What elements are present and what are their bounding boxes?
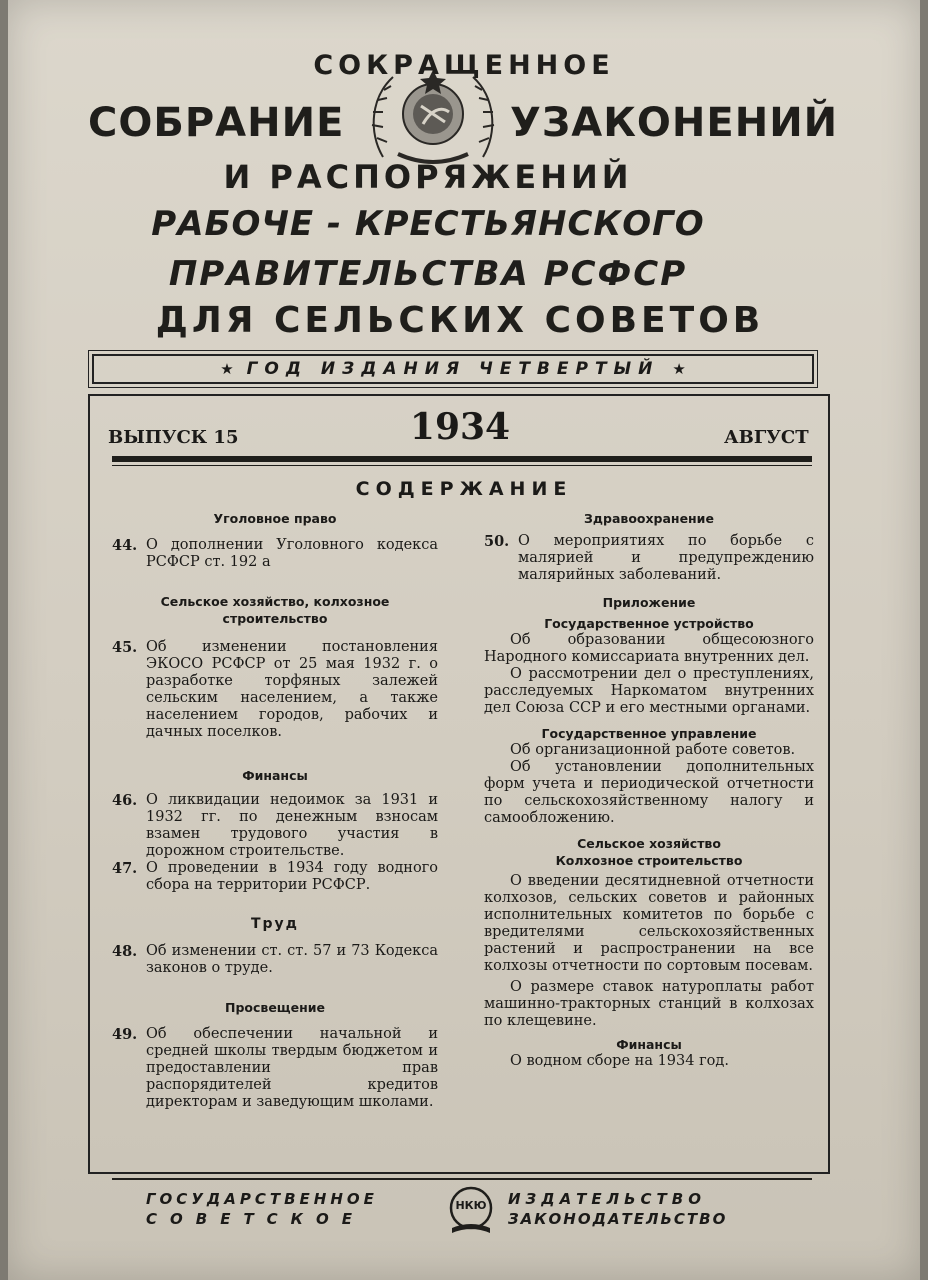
header-rule (112, 456, 812, 462)
entry-number: 49. (112, 1026, 138, 1043)
issue-year: 1934 (409, 406, 511, 448)
entry-text: О мероприятиях по борьбе с малярией и предупреждению малярийных заболеваний. (518, 533, 814, 583)
contents-title: СОДЕРЖАНИЕ (355, 478, 573, 500)
appendix-item: Об установлении дополнительных форм учета и периодической отчетности по сельскохозяйственному налогу и самообложению. (484, 759, 814, 826)
logo-text: НКЮ (455, 1199, 487, 1212)
star-icon: ★ (672, 360, 686, 378)
appendix-item: Об организационной работе советов. (510, 742, 796, 758)
appendix-item: О введении десятидневной отчетности колхозов, сельских советов и районных исполнительных комитетов по борьбе с вредителями сельскохозяйственных растений и распространении на все колхозы отчетности по сортовым посевам. (484, 873, 814, 974)
masthead-line-2-right: УЗАКОНЕНИЙ (510, 100, 839, 146)
masthead-line-6: ДЛЯ СЕЛЬСКИХ СОВЕТОВ (155, 300, 765, 341)
entry-number: 45. (112, 639, 138, 656)
publisher-logo (444, 1184, 498, 1238)
masthead-line-3: И РАСПОРЯЖЕНИЙ (223, 158, 633, 196)
contents-entry-50 (484, 533, 814, 584)
contents-entry-49 (112, 1026, 438, 1111)
entry-number: 44. (112, 537, 138, 554)
entry-number: 50. (484, 533, 510, 550)
masthead-line-5: ПРАВИТЕЛЬСТВА РСФСР (168, 254, 688, 294)
section-heading: Просвещение (225, 1000, 325, 1015)
section-heading: Финансы (242, 768, 308, 783)
section-heading: Сельское хозяйство, колхозное строительство (160, 594, 390, 626)
appendix-item: О водном сборе на 1934 год. (510, 1053, 729, 1069)
header-rule-thin (112, 465, 812, 466)
section-heading: Здравоохранение (584, 511, 714, 526)
section-heading: Государственное устройство (544, 616, 754, 631)
section-heading: Финансы (616, 1037, 682, 1052)
contents-entry-46 (112, 792, 438, 860)
appendix-heading: Приложение (602, 595, 696, 610)
contents-left-column (112, 510, 438, 1111)
entry-number: 48. (112, 943, 138, 960)
entry-text: О ликвидации недоимок за 1931 и 1932 гг. по денежным взносам взамен трудового участия в дорожном строительстве. (146, 792, 438, 859)
star-icon: ★ (220, 360, 234, 378)
contents-entry-45 (112, 639, 438, 741)
entry-text: Об изменении ст. ст. 57 и 73 Кодекса законов о труде. (146, 943, 438, 976)
publisher-line-2: СОВЕТСКОЕ (146, 1210, 365, 1228)
appendix-item: О размере ставок натуроплаты работ машинно-тракторных станций в колхозах по клещевине. (484, 979, 814, 1029)
appendix-item: О рассмотрении дел о преступлениях, расследуемых Наркоматом внутренних дел Союза ССР и его местными органами. (484, 666, 814, 716)
publisher-line-1: ГОСУДАРСТВЕННОЕ (146, 1190, 378, 1208)
masthead-line-4: РАБОЧЕ - КРЕСТЬЯНСКОГО (151, 204, 705, 244)
appendix-item: Об образовании общесоюзного Народного комиссариата внутренних дел. (484, 632, 814, 665)
document-page (8, 0, 920, 1280)
contents-entry-44 (112, 537, 438, 571)
section-heading: Уголовное право (213, 511, 337, 526)
contents-right-column (484, 510, 814, 1070)
entry-text: О проведении в 1934 году водного сбора на территории РСФСР. (146, 860, 438, 893)
entry-text: О дополнении Уголовного кодекса РСФСР ст. 192 а (146, 537, 438, 570)
section-heading: Колхозное строительство (555, 853, 743, 868)
issue-month: АВГУСТ (724, 427, 809, 448)
entry-number: 47. (112, 860, 138, 877)
masthead-line-2-left: СОБРАНИЕ (88, 100, 345, 146)
banner-text: ГОД ИЗДАНИЯ ЧЕТВЕРТЫЙ (246, 359, 660, 379)
entry-number: 46. (112, 792, 138, 809)
entry-text: Об изменении постановления ЭКОСО РСФСР от 25 мая 1932 г. о разработке торфяных залежей сельским населением, а также населением городов, рабочих и дачных поселков. (146, 639, 438, 740)
footer-rule (112, 1178, 812, 1180)
entry-text: Об обеспечении начальной и средней школы твердым бюджетом и предоставлении прав распорядителей кредитов директорам и заведующим школами. (146, 1026, 438, 1110)
publisher-line-4: ЗАКОНОДАТЕЛЬСТВО (508, 1210, 728, 1228)
section-heading: Сельское хозяйство (577, 836, 721, 851)
publisher-line-3: ИЗДАТЕЛЬСТВО (508, 1190, 706, 1208)
section-heading: Государственное управление (541, 726, 757, 741)
contents-entry-47 (112, 860, 438, 894)
section-heading: Труд (250, 916, 299, 932)
year-banner (92, 354, 814, 384)
masthead-line-1: СОКРАЩЕННОЕ (313, 50, 615, 81)
contents-entry-48 (112, 943, 438, 977)
issue-number: ВЫПУСК 15 (108, 427, 239, 448)
